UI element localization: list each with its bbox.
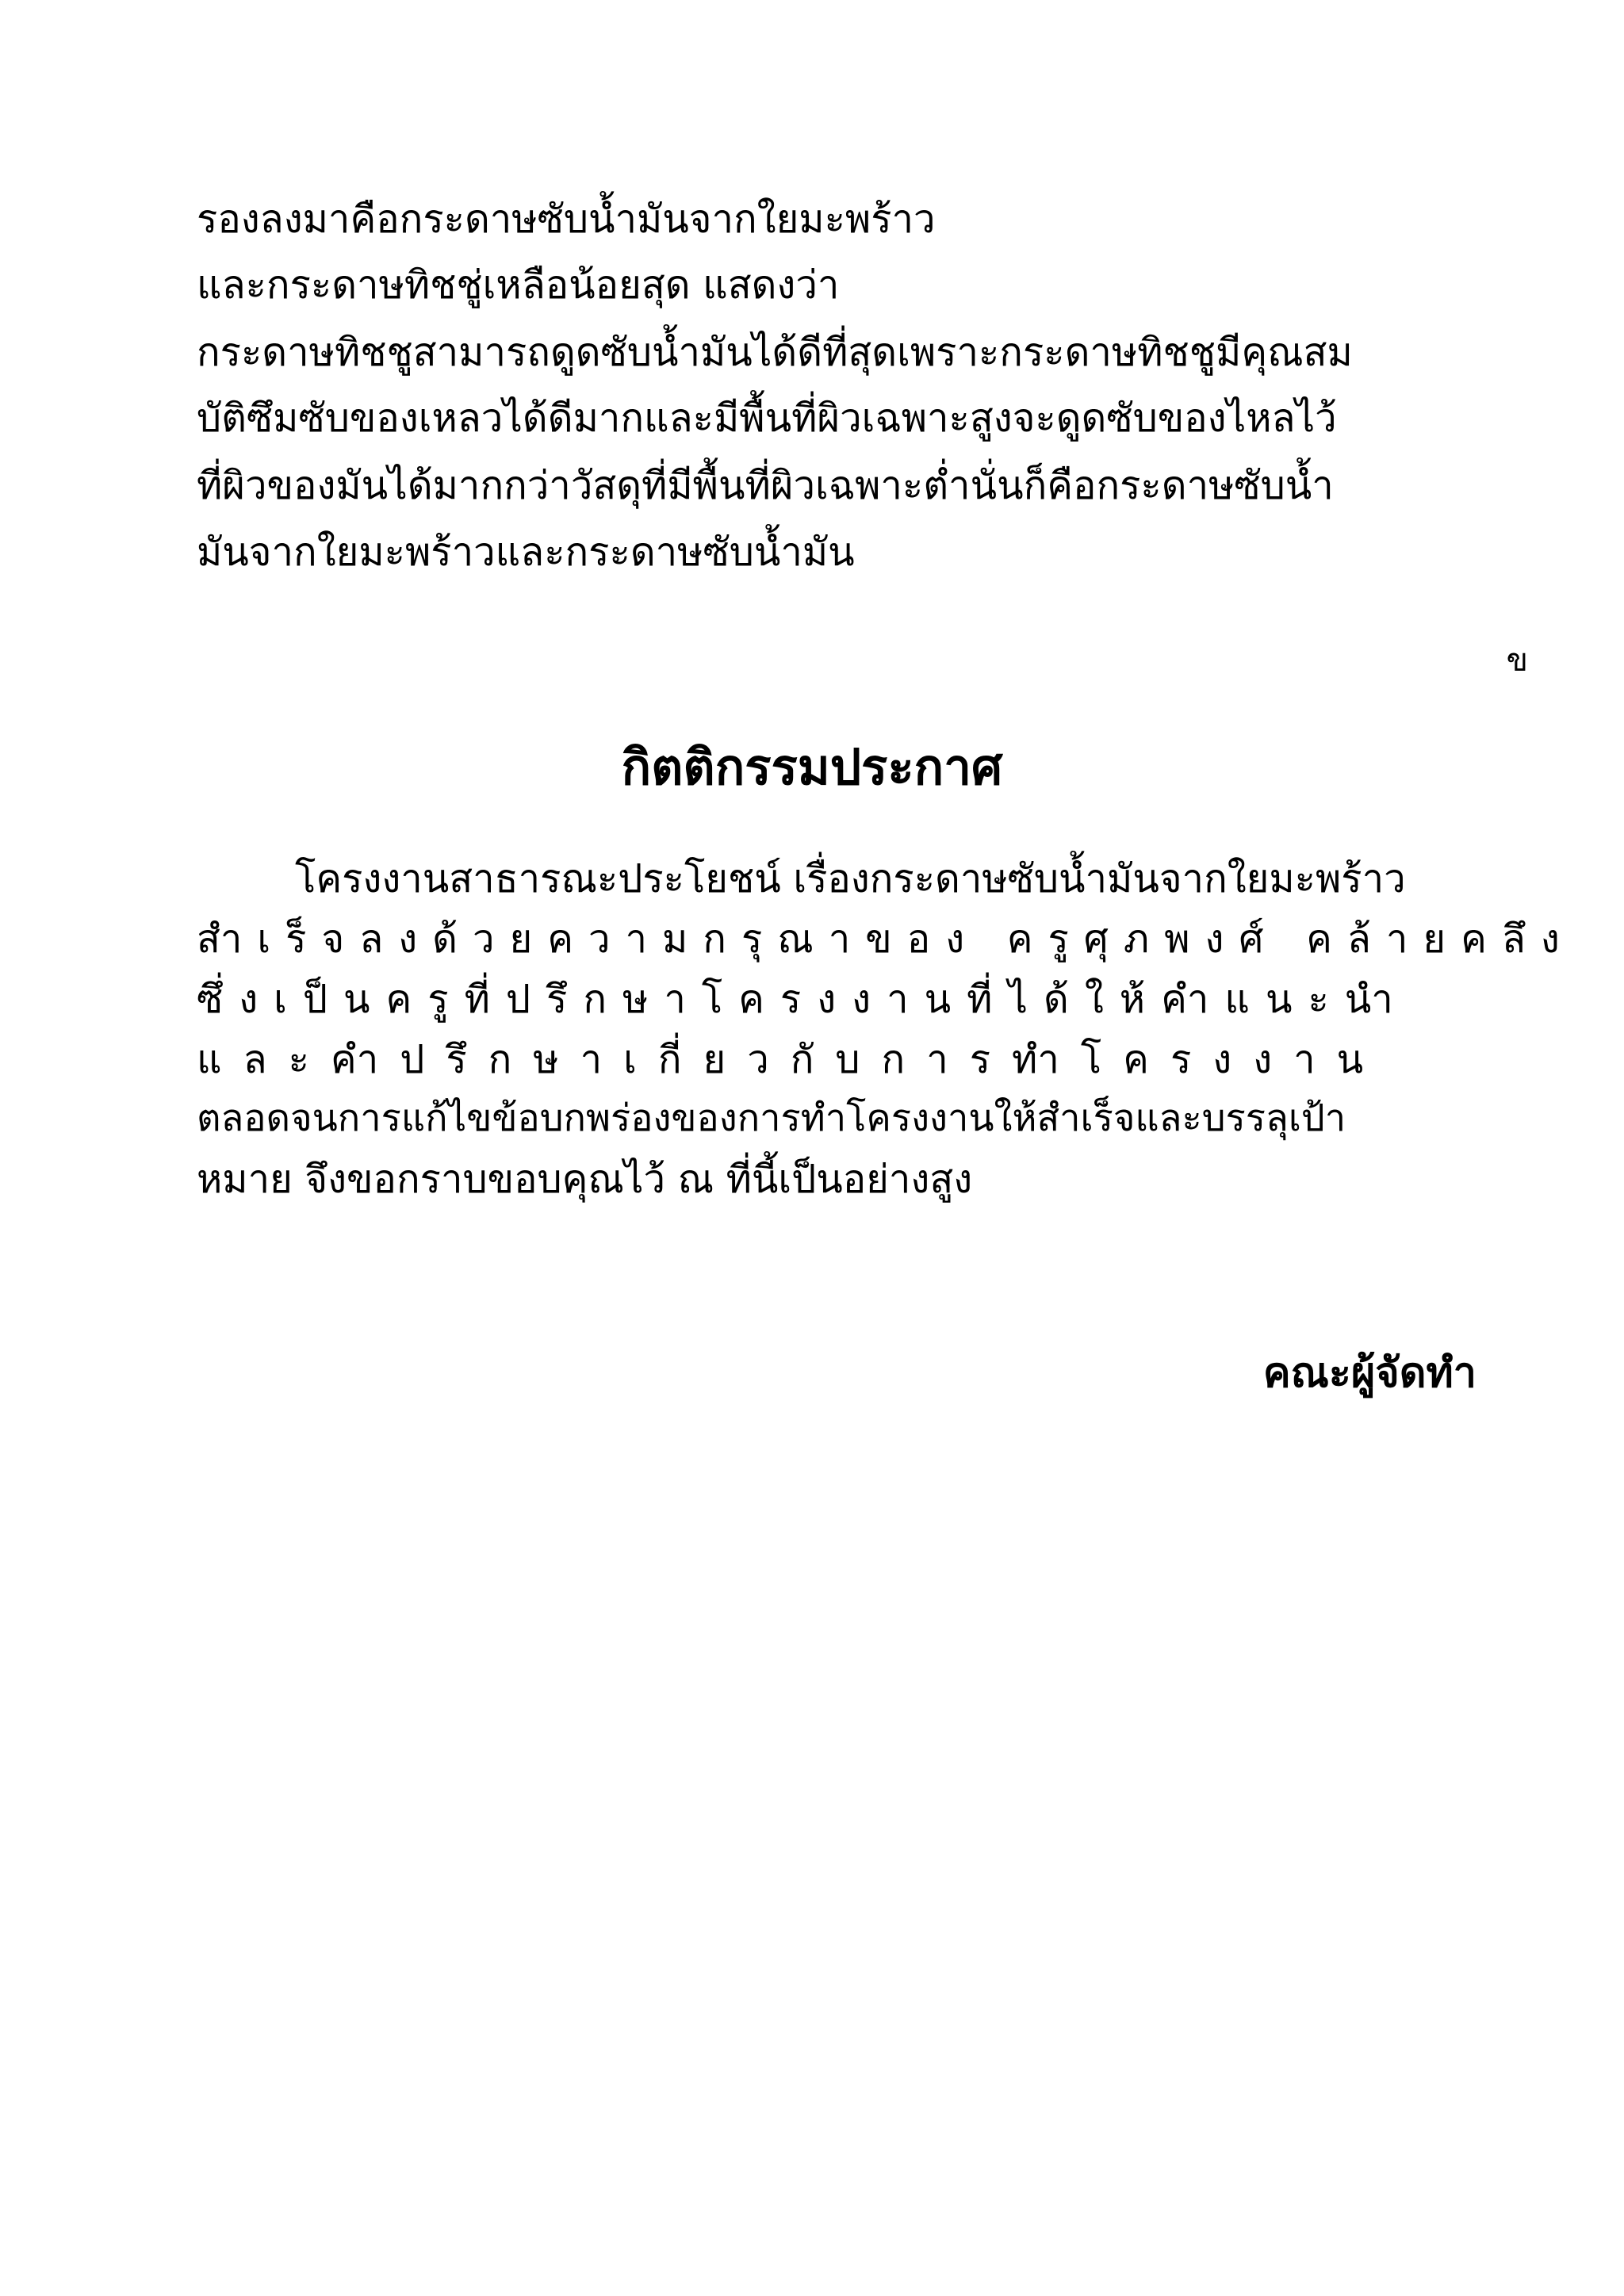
line-text: และคำปรึกษาเกี่ยวกับการทำโครงงาน <box>197 1037 1385 1082</box>
paragraph-line: ตลอดจนการแก้ไขข้อบกพร่องของการทำโครงงานให้สำเร็จและบรรลุเป้า <box>197 1096 1346 1140</box>
paragraph-line: ที่ผิวของมันได้มากกว่าวัสดุที่มีพื้นที่ผิวเฉพาะต่ำนั่นก็คือกระดาษซับน้ำ <box>197 463 1334 508</box>
justified-line <box>197 977 1477 1022</box>
paragraph-line: กระดาษทิชชูสามารถดูดซับน้ำมันได้ดีที่สุดเพราะกระดาษทิชชูมีคุณสม <box>197 330 1353 375</box>
justified-text <box>197 916 1575 962</box>
paragraph-line: และกระดาษทิชชู่เหลือน้อยสุด แสดงว่า <box>197 262 840 308</box>
paragraph-line: รองลงมาคือกระดาษซับน้ำมันจากใยมะพร้าว <box>197 197 936 242</box>
paragraph-line: โครงงานสาธารณะประโยชน์ เรื่องกระดาษซับน้ำมันจากใยมะพร้าว <box>295 856 1406 901</box>
page-number: ข <box>1506 642 1528 679</box>
paragraph-line: บัติซึมซับของเหลวได้ดีมากและมีพื้นที่ผิวเฉพาะสูงจะดูดซับของไหลไว้ <box>197 396 1337 441</box>
paragraph-line: มันจากใยมะพร้าวและกระดาษซับน้ำมัน <box>197 530 855 575</box>
paragraph-line: หมาย จึงขอกราบขอบคุณไว้ ณ ที่นี้เป็นอย่างสูง <box>197 1157 973 1202</box>
justified-line <box>197 916 1575 962</box>
line-text: สำเร็จลงด้วยความกรุณาของ ครูศุภพงศ์ คล้ายคลึง <box>197 916 1575 962</box>
section-heading: กิตติกรรมประกาศ <box>621 738 1003 796</box>
signature: คณะผู้จัดทำ <box>1262 1349 1477 1397</box>
justified-line <box>197 1037 1477 1082</box>
line-text: ซึ่งเป็นครูที่ปรึกษาโครงงานที่ได้ให้คำแนะนำ <box>197 977 1409 1022</box>
